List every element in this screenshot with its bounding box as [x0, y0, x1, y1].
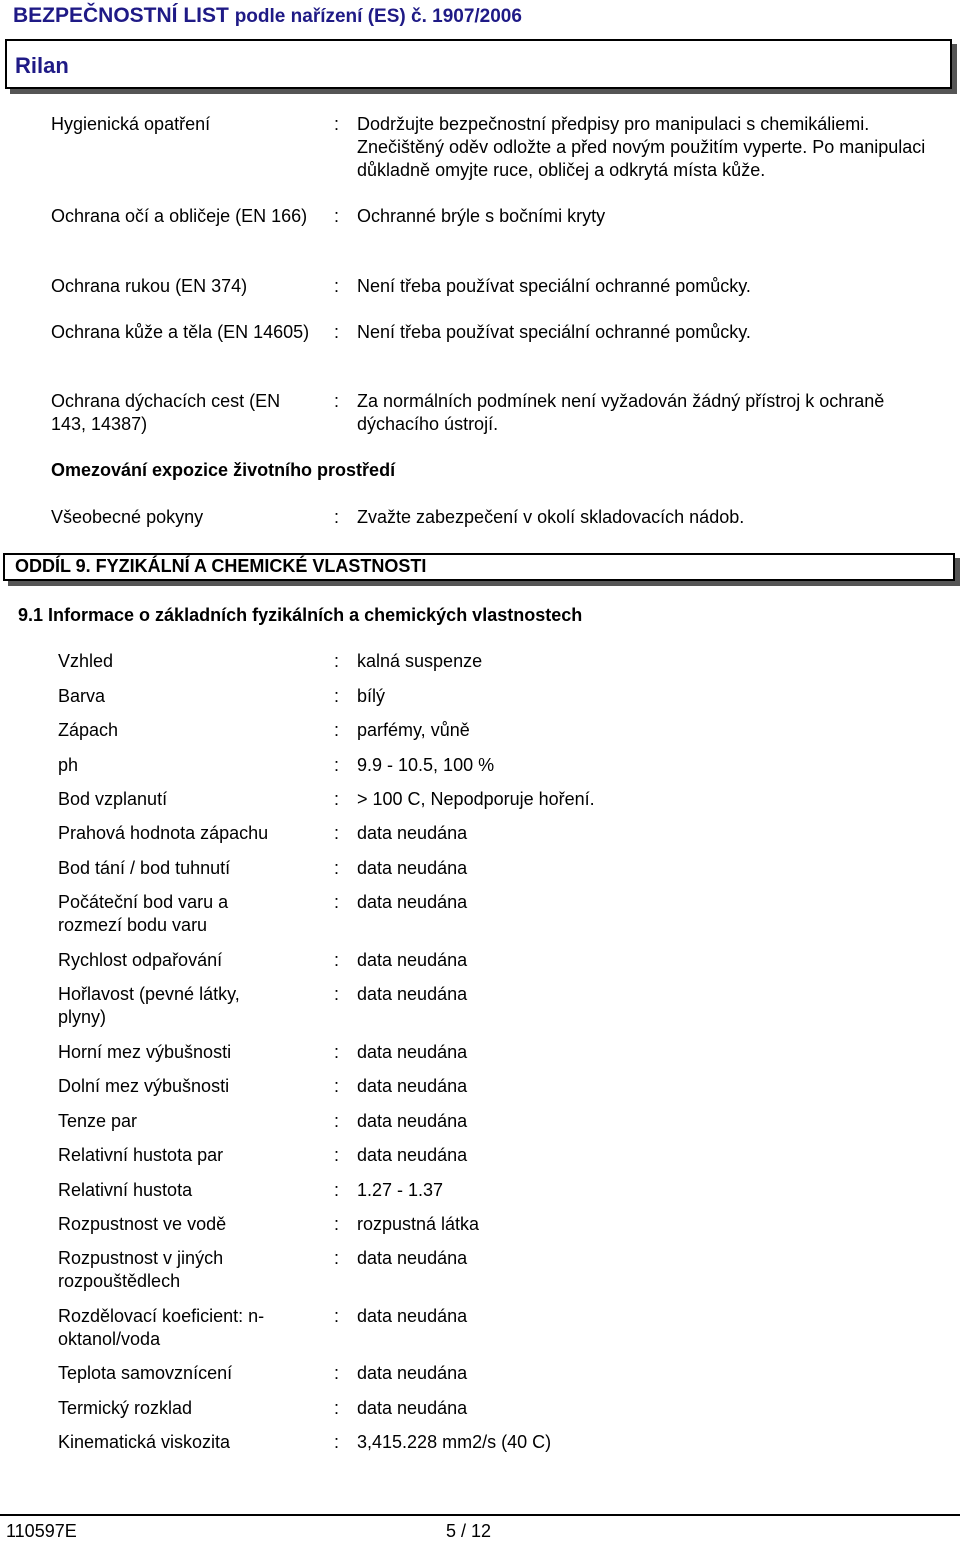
- property-label: Bod vzplanutí: [58, 789, 168, 809]
- property-colon: :: [334, 1398, 340, 1418]
- property-value: data neudána: [357, 984, 468, 1004]
- property-label: Relativní hustota par: [58, 1145, 224, 1165]
- property-value: rozpustná látka: [357, 1214, 480, 1234]
- row-value: Ochranné brýle s bočními kryty: [357, 206, 606, 226]
- product-name: Rilan: [15, 53, 69, 78]
- property-colon: :: [334, 1248, 340, 1268]
- property-colon: :: [334, 1042, 340, 1062]
- row-label: Hygienická opatření: [51, 114, 211, 134]
- property-colon: :: [334, 720, 340, 740]
- row-label: Ochrana kůže a těla (EN 14605): [51, 322, 310, 342]
- property-value: data neudána: [357, 858, 468, 878]
- row-label: Všeobecné pokyny: [51, 507, 204, 527]
- property-label: Bod tání / bod tuhnutí: [58, 858, 231, 878]
- property-colon: :: [334, 789, 340, 809]
- footer-divider: [0, 1514, 960, 1516]
- property-value: data neudána: [357, 1248, 468, 1268]
- property-value: > 100 C, Nepodporuje hoření.: [357, 789, 595, 809]
- property-label: Horní mez výbušnosti: [58, 1042, 232, 1062]
- property-label: Vzhled: [58, 651, 114, 671]
- property-value: data neudána: [357, 1042, 468, 1062]
- property-label: Zápach: [58, 720, 119, 740]
- property-label: Termický rozklad: [58, 1398, 193, 1418]
- property-label: Rozpustnost ve vodě: [58, 1214, 227, 1234]
- property-value: 3,415.228 mm2/s (40 C): [357, 1432, 552, 1452]
- row-colon: :: [334, 276, 340, 296]
- section-9-title: ODDÍL 9. FYZIKÁLNÍ A CHEMICKÉ VLASTNOSTI: [15, 556, 427, 576]
- property-colon: :: [334, 892, 340, 912]
- property-label: Rozpustnost v jiných rozpouštědlech: [58, 1248, 224, 1291]
- property-colon: :: [334, 1145, 340, 1165]
- row-colon: :: [334, 114, 340, 134]
- row-value: Zvažte zabezpečení v okolí skladovacích nádob.: [357, 507, 745, 527]
- row-colon: :: [334, 322, 340, 342]
- section-9-1-title: 9.1 Informace o základních fyzikálních a chemických vlastnostech: [18, 605, 583, 625]
- property-value: 9.9 - 10.5, 100 %: [357, 755, 495, 775]
- property-colon: :: [334, 1432, 340, 1452]
- document-title-main: BEZPEČNOSTNÍ LIST: [13, 4, 229, 27]
- row-label: Ochrana očí a obličeje (EN 166): [51, 206, 308, 226]
- property-label: ph: [58, 755, 79, 775]
- property-colon: :: [334, 858, 340, 878]
- property-label: Kinematická viskozita: [58, 1432, 231, 1452]
- property-label: Prahová hodnota zápachu: [58, 823, 269, 843]
- footer-page-number: 5 / 12: [446, 1521, 492, 1541]
- row-value: Není třeba používat speciální ochranné pomůcky.: [357, 276, 751, 296]
- property-colon: :: [334, 1111, 340, 1131]
- property-label: Hořlavost (pevné látky, plyny): [58, 984, 240, 1027]
- property-value: data neudána: [357, 1111, 468, 1131]
- property-colon: :: [334, 823, 340, 843]
- row-colon: :: [334, 206, 340, 226]
- document-title-regulation: podle nařízení (ES) č. 1907/2006: [234, 6, 522, 27]
- row-colon: :: [334, 507, 340, 527]
- property-label: Rychlost odpařování: [58, 950, 223, 970]
- environment-heading: Omezování expozice životního prostředí: [51, 460, 396, 480]
- property-value: bílý: [357, 686, 386, 706]
- row-label: Ochrana rukou (EN 374): [51, 276, 248, 296]
- property-colon: :: [334, 1076, 340, 1096]
- section-9-box: [3, 553, 955, 581]
- property-colon: :: [334, 1214, 340, 1234]
- property-label: Barva: [58, 686, 106, 706]
- property-value: data neudána: [357, 892, 468, 912]
- property-colon: :: [334, 755, 340, 775]
- property-value: data neudána: [357, 1398, 468, 1418]
- property-value: data neudána: [357, 1306, 468, 1326]
- property-label: Dolní mez výbušnosti: [58, 1076, 230, 1096]
- property-colon: :: [334, 1180, 340, 1200]
- row-label: Ochrana dýchacích cest (EN 143, 14387): [51, 391, 281, 434]
- row-colon: :: [334, 391, 340, 411]
- property-colon: :: [334, 950, 340, 970]
- property-value: data neudána: [357, 823, 468, 843]
- property-label: Tenze par: [58, 1111, 138, 1131]
- footer-doc-number: 110597E: [6, 1521, 77, 1541]
- product-name-box: [5, 39, 952, 89]
- property-label: Rozdělovací koeficient: n-oktanol/voda: [58, 1306, 265, 1349]
- property-value: 1.27 - 1.37: [357, 1180, 444, 1200]
- property-colon: :: [334, 1306, 340, 1326]
- property-value: kalná suspenze: [357, 651, 483, 671]
- row-value: Za normálních podmínek není vyžadován žádný přístroj k ochraně dýchacího ústrojí.: [357, 391, 885, 434]
- property-colon: :: [334, 686, 340, 706]
- property-value: parfémy, vůně: [357, 720, 470, 740]
- property-label: Teplota samovznícení: [58, 1363, 233, 1383]
- property-value: data neudána: [357, 1145, 468, 1165]
- property-value: data neudána: [357, 1076, 468, 1096]
- property-value: data neudána: [357, 1363, 468, 1383]
- row-value: Dodržujte bezpečnostní předpisy pro manipulaci s chemikáliemi. Znečištěný oděv odložte a před novým použitím vyperte. Po manipulaci důkladně omyjte ruce, obličej a odkrytá místa kůže.: [357, 114, 926, 180]
- property-colon: :: [334, 651, 340, 671]
- property-label: Relativní hustota: [58, 1180, 193, 1200]
- property-colon: :: [334, 984, 340, 1004]
- document-title: [13, 4, 522, 28]
- property-label: Počáteční bod varu a rozmezí bodu varu: [58, 892, 229, 935]
- property-colon: :: [334, 1363, 340, 1383]
- property-value: data neudána: [357, 950, 468, 970]
- row-value: Není třeba používat speciální ochranné pomůcky.: [357, 322, 751, 342]
